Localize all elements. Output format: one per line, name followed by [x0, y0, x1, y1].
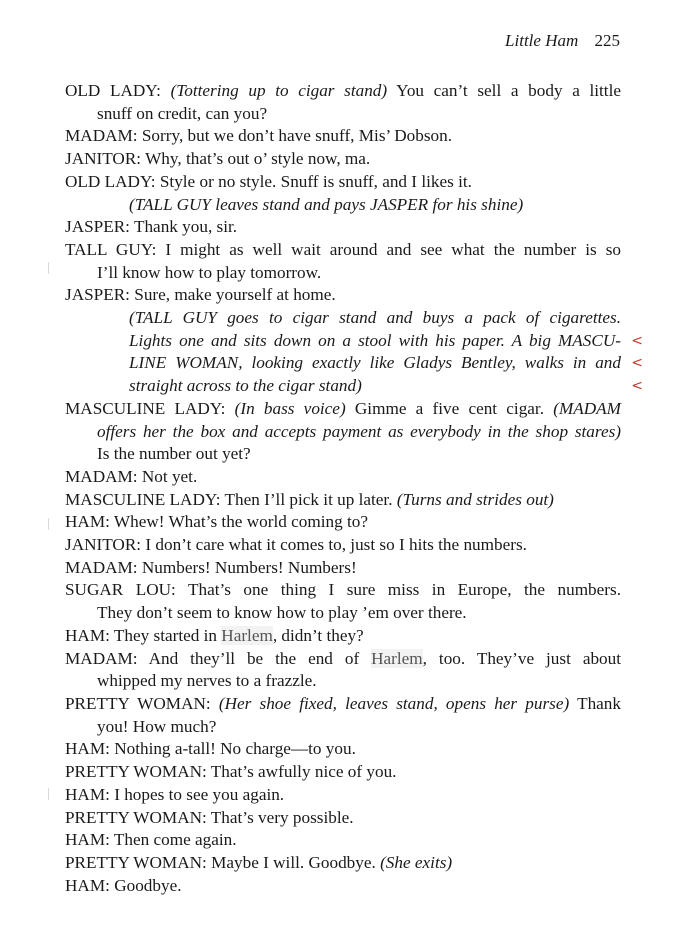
dialogue-line: [65, 534, 621, 557]
speaker: MASCULINE LADY:: [65, 489, 221, 509]
speaker: MADAM:: [65, 126, 138, 146]
dialogue-line: [65, 625, 621, 648]
speaker: PRETTY WOMAN:: [65, 762, 207, 782]
speaker: MADAM:: [65, 648, 138, 668]
dialogue-text: I hopes to see you again.: [114, 784, 285, 804]
dialogue-line: [65, 466, 621, 489]
dialogue-line: [65, 852, 621, 875]
speaker: PRETTY WOMAN:: [65, 807, 207, 827]
dialogue-text: I’ll know how to play tomorrow.: [97, 262, 322, 282]
stage-direction: (Her shoe fixed, leaves stand, opens her purse): [218, 693, 570, 713]
speaker: HAM:: [65, 875, 110, 895]
dialogue-text: snuff on credit, can you?: [97, 103, 268, 123]
stage-direction: [65, 307, 621, 330]
dialogue-text: I don’t care what it comes to, just so I hits the numbers.: [145, 535, 527, 555]
dialogue-line: [65, 875, 621, 898]
stage-direction: (TALL GUY leaves stand and pays JASPER for his shine): [129, 194, 524, 214]
dialogue-line: [65, 579, 621, 602]
dialogue-line: [65, 784, 621, 807]
speaker: OLD LADY:: [65, 81, 161, 100]
dialogue-text: Then come again.: [113, 830, 237, 850]
dialogue-text: Goodbye.: [114, 875, 182, 895]
dialogue-line: [65, 398, 621, 421]
speaker: MADAM:: [65, 557, 138, 577]
stage-direction: (Turns and strides out): [396, 489, 554, 509]
dialogue-continuation: [65, 443, 621, 466]
dialogue-text: Not yet.: [141, 466, 198, 486]
dialogue-text: Maybe I will. Goodbye.: [211, 852, 376, 872]
dialogue-continuation: [65, 421, 621, 444]
dialogue-text: Gimme a five cent cigar.: [354, 398, 544, 418]
dialogue-continuation: [65, 670, 621, 693]
play-text: [65, 80, 643, 897]
dialogue-text: Thank you, sir.: [133, 217, 238, 237]
dialogue-line: [65, 125, 621, 148]
dialogue-text: Whew! What’s the world coming to?: [113, 512, 368, 532]
dialogue-continuation: [65, 103, 621, 126]
dialogue-text: Nothing a-tall! No charge—to you.: [114, 739, 356, 759]
dialogue-line: [65, 807, 621, 830]
dialogue-text: Style or no style. Snuff is snuff, and I likes it.: [159, 171, 472, 191]
speaker: HAM:: [65, 512, 110, 532]
stage-direction: (In bass voice): [234, 398, 346, 418]
speaker: HAM:: [65, 625, 110, 645]
stage-direction: (She exits): [380, 852, 453, 872]
dialogue-line: [65, 284, 621, 307]
speaker: PRETTY WOMAN:: [65, 693, 211, 713]
dialogue-line: [65, 738, 621, 761]
dialogue-line: [65, 829, 621, 852]
speaker: JANITOR:: [65, 149, 142, 169]
dialogue-continuation: [65, 262, 621, 285]
page-number: 225: [594, 31, 620, 50]
dialogue-text: That’s very possible.: [210, 807, 354, 827]
stage-direction-text: LINE WOMAN, looking exactly like Gladys Bentley, walks in and: [129, 353, 621, 373]
dialogue-line: [65, 148, 621, 171]
speaker: SUGAR LOU:: [65, 580, 176, 600]
stage-direction-text: straight across to the cigar stand): [129, 376, 362, 396]
running-header: [505, 30, 620, 52]
stage-direction: [65, 352, 643, 375]
dialogue-text: Sorry, but we don’t have snuff, Mis’ Dobson.: [141, 126, 453, 146]
dialogue-text: , didn’t they?: [272, 625, 364, 645]
margin-mark-icon: <: [631, 332, 643, 349]
margin-tick: [48, 262, 49, 274]
place-name: Harlem: [221, 625, 273, 645]
dialogue-line: [65, 489, 621, 512]
dialogue-text: I might as well wait around and see what the number is so: [165, 239, 621, 259]
speaker: PRETTY WOMAN:: [65, 852, 207, 872]
speaker: MADAM:: [65, 466, 138, 486]
dialogue-line: [65, 216, 621, 239]
stage-direction: (Tottering up to cigar stand): [170, 81, 388, 100]
dialogue-text: Then I’ll pick it up later.: [224, 489, 393, 509]
dialogue-text: Thank: [577, 693, 621, 713]
margin-tick: [48, 518, 49, 530]
dialogue-line: [65, 557, 621, 580]
dialogue-text: Numbers! Numbers! Numbers!: [141, 557, 357, 577]
speaker: MASCULINE LADY:: [65, 398, 226, 418]
dialogue-continuation: [65, 716, 621, 739]
dialogue-text: Is the number out yet?: [97, 444, 251, 464]
stage-direction: [65, 375, 643, 398]
speaker: JANITOR:: [65, 535, 142, 555]
dialogue-text: That’s awfully nice of you.: [210, 762, 397, 782]
place-name: Harlem: [371, 648, 423, 668]
dialogue-text: Sure, make yourself at home.: [134, 285, 336, 305]
margin-tick: [48, 788, 49, 800]
speaker: OLD LADY:: [65, 171, 156, 191]
running-title: Little Ham: [505, 31, 579, 50]
dialogue-line: [65, 511, 621, 534]
dialogue-line: [65, 693, 621, 716]
dialogue-text: , too. They’ve just about: [422, 648, 621, 668]
dialogue-text: That’s one thing I sure miss in Europe, the numbers.: [188, 580, 621, 600]
dialogue-text: They don’t seem to know how to play ’em over there.: [97, 603, 467, 623]
speaker: JASPER:: [65, 217, 130, 237]
margin-mark-icon: <: [631, 378, 643, 395]
speaker: JASPER:: [65, 285, 130, 305]
dialogue-text: whipped my nerves to a frazzle.: [97, 671, 317, 691]
dialogue-text: They started in: [113, 625, 217, 645]
stage-direction: [65, 330, 643, 353]
dialogue-text: And they’ll be the end of: [148, 648, 360, 668]
stage-direction: offers her the box and accepts payment as everybody in the shop stares): [97, 421, 621, 441]
dialogue-line: [65, 171, 621, 194]
speaker: HAM:: [65, 830, 110, 850]
stage-direction-text: Lights one and sits down on a stool with his paper. A big MASCU-: [129, 330, 621, 350]
speaker: HAM:: [65, 784, 110, 804]
dialogue-text: you! How much?: [97, 716, 217, 736]
speaker: HAM:: [65, 739, 110, 759]
stage-direction: (MADAM: [553, 398, 621, 418]
dialogue-line: [65, 80, 621, 103]
dialogue-line: [65, 648, 621, 671]
dialogue-line: [65, 761, 621, 784]
speaker: TALL GUY:: [65, 239, 157, 259]
dialogue-line: [65, 239, 621, 262]
dialogue-text: You can’t sell a body a little: [396, 81, 621, 100]
dialogue-text: Why, that’s out o’ style now, ma.: [145, 149, 371, 169]
margin-mark-icon: <: [631, 355, 643, 372]
stage-direction-text: (TALL GUY goes to cigar stand and buys a pack of cigarettes.: [129, 308, 621, 328]
dialogue-continuation: [65, 602, 621, 625]
